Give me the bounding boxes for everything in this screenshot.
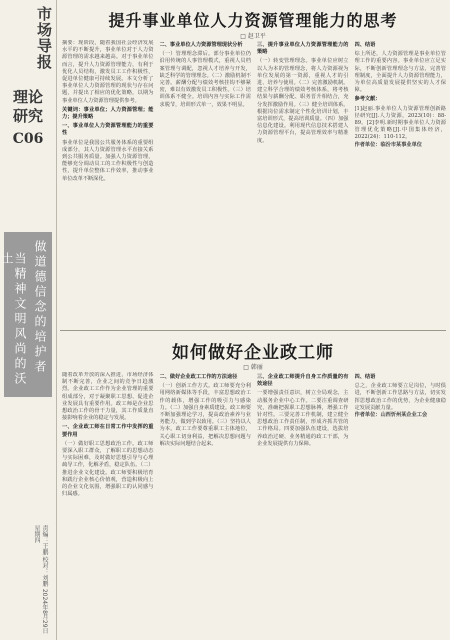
article2-paragraph-5: 总之，企业政工师要立足岗位，与时俱进，不断创新工作思路与方法，切实发挥思想政治工作的优势，为企业健康稳定发展贡献力量。 [354, 383, 446, 411]
article2-column-3 [257, 372, 349, 634]
article1-column-1 [62, 40, 154, 325]
article1-heading-1: 一、事业单位人力资源管理能力的重要性 [62, 123, 154, 137]
article1-heading-2: 二、事业单位人力资源管理现状分析 [159, 42, 243, 48]
article2-author: 作者单位：山西忻州某企业工会 [354, 412, 428, 419]
article2-paragraph-3: （一）创新工作方式。政工师要充分利用网络新媒体等手段，丰富思想政治工作的载体，增强工作的吸引力与感染力。（二）加强自身素质建设。政工师要不断加强理论学习，提高政治素养与业务能力，做到学以致用。（三）坚持以人为本。政工工作要尊重职工主体地位，关心职工切身利益，把解决思想问题与解决实际问题结合起来。 [159, 383, 251, 447]
article1-paragraph-1: 事业单位是我国公共服务体系的重要组成部分，其人力资源管理水平直接关系到公共服务质量。加强人力资源管理，能够充分调动员工的工作积极性与创造性，提升单位整体工作效率，推动事业单位改革不断深化。 [62, 139, 154, 182]
article1-author: 作者单位：临汾市某事业单位 [354, 141, 422, 148]
article1-paragraph-2: （一）管理理念滞后。部分事业单位仍沿用传统的人事管理模式，重视人员档案管理与调配，忽视人才培养与开发，缺乏科学的管理理念。（二）激励机制不完善。薪酬分配与绩效考核挂钩不够紧密，难以有效激发员工积极性。（三）培训体系不健全。培训内容与实际工作需求脱节，培训形式单一，效果不明显。 [159, 51, 251, 108]
slogan-box [0, 232, 52, 397]
article1-column-2 [160, 40, 252, 325]
article1-abstract: 摘要：现阶段，随着我国社会经济发展水平的不断提升，事业单位对于人力资源管理的需求越来越高。对于事业单位而言，提升人力资源管理能力，有利于优化人员结构，激发员工工作积极性，促进单位健康可持续发展。本文分析了事业单位人力资源管理的现状与存在问题，并提出了相应的优化策略，以期为事业单位人力资源管理提供参考。 [62, 40, 154, 104]
article1-references: [1]赵丽.事业单位人力资源管理创新路径研究[J].人力资源，2023(10)：88-89。[2]李明.新时期事业单位人力资源管理优化策略[J].中国集体经济，2022(24)：110-112。 [354, 105, 446, 141]
article1-body [62, 40, 446, 325]
article2-paragraph-1: 随着改革开放的深入推进，市场经济体制不断完善，企业之间的竞争日趋激烈。企业政工工作作为企业管理的重要组成部分，对于凝聚职工思想、促进企业发展具有重要作用。政工师是企业思想政治工作的骨干力量，其工作质量直接影响着企业的稳定与发展。 [62, 372, 154, 422]
article2-byline: □ 韩丽 [243, 364, 263, 371]
article2-paragraph-2: （一）做好职工思想政治工作。政工师要深入职工群众，了解职工的思想动态与实际困难，及时做好思想引导与心理疏导工作，化解矛盾，稳定队伍。（二）推进企业文化建设。政工师要积极培育和践行企业核心价值观，营造积极向上的企业文化氛围，增强职工的认同感与归属感。 [62, 440, 154, 498]
article1-paragraph-3: （一）转变管理理念。事业单位应树立以人为本的管理理念，将人力资源视为单位发展的第一资源，重视人才的引进、培养与使用。（二）完善激励机制。建立科学合理的绩效考核体系，将考核结果与薪酬分配、职务晋升相结合，充分发挥激励作用。（三）健全培训体系。根据岗位需求制定个性化培训计划，丰富培训形式，提高培训质量。（四）加强信息化建设。利用现代信息技术搭建人力资源管理平台，提高管理效率与精准度。 [257, 58, 349, 144]
article1-heading-3: 三、提升事业单位人力资源管理能力的策略 [257, 42, 349, 56]
article2-heading-1: 一、企业政工师在日常工作中发挥的重要作用 [62, 424, 154, 438]
article1-column-3 [257, 40, 349, 325]
article1-heading-4: 四、结语 [354, 42, 376, 48]
masthead-logo: 市场导报 [35, 6, 53, 70]
article-divider [60, 330, 446, 331]
column-name: 理论研究 [12, 88, 43, 125]
article2-heading-4: 四、结语 [354, 374, 376, 380]
article2-body [62, 372, 446, 634]
article1-title: 提升事业单位人力资源管理能力的思考 [108, 11, 398, 30]
article2-column-2 [160, 372, 252, 634]
article1-byline: □ 赵卫平 [240, 33, 266, 40]
article2-column-4 [355, 372, 447, 634]
editor-note: 责编：王鹏 校对：刘鹏 2024年8月29日 星期四 [33, 525, 48, 634]
article1-column-4 [355, 40, 447, 325]
slogan-line-1: 做道德信念的培护者 [33, 240, 47, 375]
article1-keywords: 关键词：事业单位；人力资源管理；能力；提升策略 [62, 106, 154, 121]
slogan-line-2: 当精神文明风尚的沃土 [0, 252, 27, 387]
page-code: C06 [12, 131, 44, 147]
article1-references-title: 参考文献： [354, 96, 381, 103]
article2-paragraph-4: 一要增强责任意识，树立全局观念，主动服务企业中心工作。二要注重调查研究，准确把握职工思想脉搏，增强工作针对性。三要完善工作机制，建立健全思想政治工作责任制，形成齐抓共管的工作格局。四要加强队伍建设，选拔培养政治过硬、业务精通的政工干部，为企业发展提供有力保障。 [257, 390, 349, 447]
article2-heading-3: 三、企业政工师提升自身工作质量的有效途径 [257, 374, 349, 388]
article2-column-1 [62, 372, 154, 634]
article1-paragraph-4: 综上所述，人力资源管理是事业单位管理工作的重要内容。事业单位应立足实际，不断创新管理理念与方法，完善管理制度，全面提升人力资源管理能力，为单位高质量发展提供坚实的人才保障。 [354, 51, 446, 94]
column-header [6, 88, 50, 198]
article2-title: 如何做好企业政工师 [172, 343, 334, 363]
article2-heading-2: 二、做好企业政工工作的方法途径 [159, 374, 238, 380]
left-band [0, 0, 57, 640]
